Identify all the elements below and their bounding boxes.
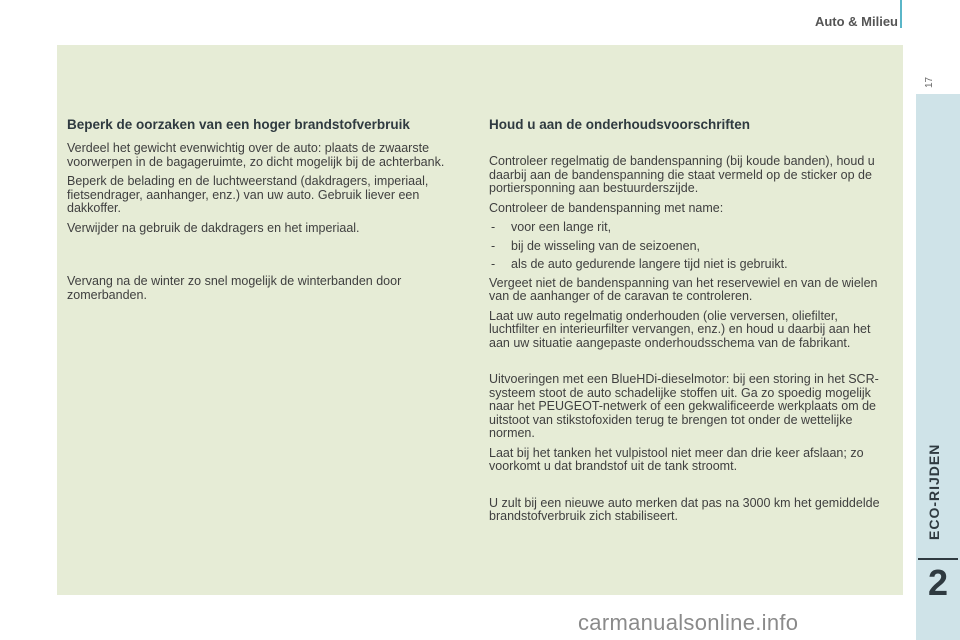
spacer <box>489 480 891 497</box>
section-title: Auto & Milieu <box>814 14 898 29</box>
right-paragraph: Laat bij het tanken het vulpistool niet meer dan drie keer afslaan; zo voorkomt u dat brandstof uit de tank stroomt. <box>489 445 864 473</box>
content-panel <box>57 45 903 595</box>
spacer <box>67 258 453 275</box>
right-paragraph: Uitvoeringen met een BlueHDi-dieselmotor: bij een storing in het SCR-systeem stoot de auto schadelijke stoffen uit. Ga zo spoedig mogelijk naar het PEUGEOT-netwerk of een gekwalificeerde werkplaats om de uitstoot van stikstofoxiden terug te brengen tot onder de wettelijke normen. <box>489 372 879 440</box>
left-heading: Beperk de oorzaken van een hoger brandstofverbruik <box>67 117 410 132</box>
left-column <box>67 117 453 308</box>
left-paragraph: Beperk de belading en de luchtweerstand (dakdragers, imperiaal, fietsendrager, aanhanger, enz.) van uw auto. Gebruik liever een dakkoffer. <box>67 174 429 215</box>
right-heading: Houd u aan de onderhoudsvoorschriften <box>489 117 751 132</box>
tire-check-list <box>489 221 891 272</box>
spacer <box>67 241 453 258</box>
chapter-number: 2 <box>927 562 949 603</box>
watermark: carmanualsonline.info <box>578 610 799 635</box>
right-paragraph: U zult bij een nieuwe auto merken dat pas na 3000 km het gemiddelde brandstofverbruik zich stabiliseert. <box>489 495 880 523</box>
chapter-label: ECO-RIJDEN <box>926 443 942 541</box>
spacer <box>489 356 891 373</box>
list-item: - bij de wisseling van de seizoenen, <box>489 240 891 254</box>
right-paragraph: Controleer de bandenspanning met name: <box>489 200 724 215</box>
header-divider <box>900 0 902 28</box>
list-item: - voor een lange rit, <box>489 221 891 235</box>
left-paragraph: Verdeel het gewicht evenwichtig over de auto: plaats de zwaarste voorwerpen in de bagageruimte, zo dicht mogelijk bij de achterbank. <box>67 141 445 169</box>
right-column <box>489 117 891 530</box>
right-paragraph: Controleer regelmatig de bandenspanning (bij koude banden), houd u daarbij aan de bandenspanning die staat vermeld op de sticker op de portiersponning aan bestuurderszijde. <box>489 154 875 195</box>
chapter-divider <box>918 558 958 560</box>
left-paragraph: Verwijder na gebruik de dakdragers en het imperiaal. <box>67 220 360 235</box>
right-paragraph: Laat uw auto regelmatig onderhouden (olie verversen, oliefilter, luchtfilter en interieurfilter vervangen, enz.) en houd u daarbij aan het aan uw situatie aangepaste onderhoudsschema van de fabrikant. <box>489 308 871 350</box>
list-item: - als de auto gedurende langere tijd niet is gebruikt. <box>489 258 891 272</box>
left-paragraph: Vervang na de winter zo snel mogelijk de winterbanden door zomerbanden. <box>67 274 402 302</box>
page-number: 17 <box>924 76 935 88</box>
right-paragraph: Vergeet niet de bandenspanning van het reservewiel en van de wielen van de aanhanger of de caravan te controleren. <box>489 275 878 303</box>
